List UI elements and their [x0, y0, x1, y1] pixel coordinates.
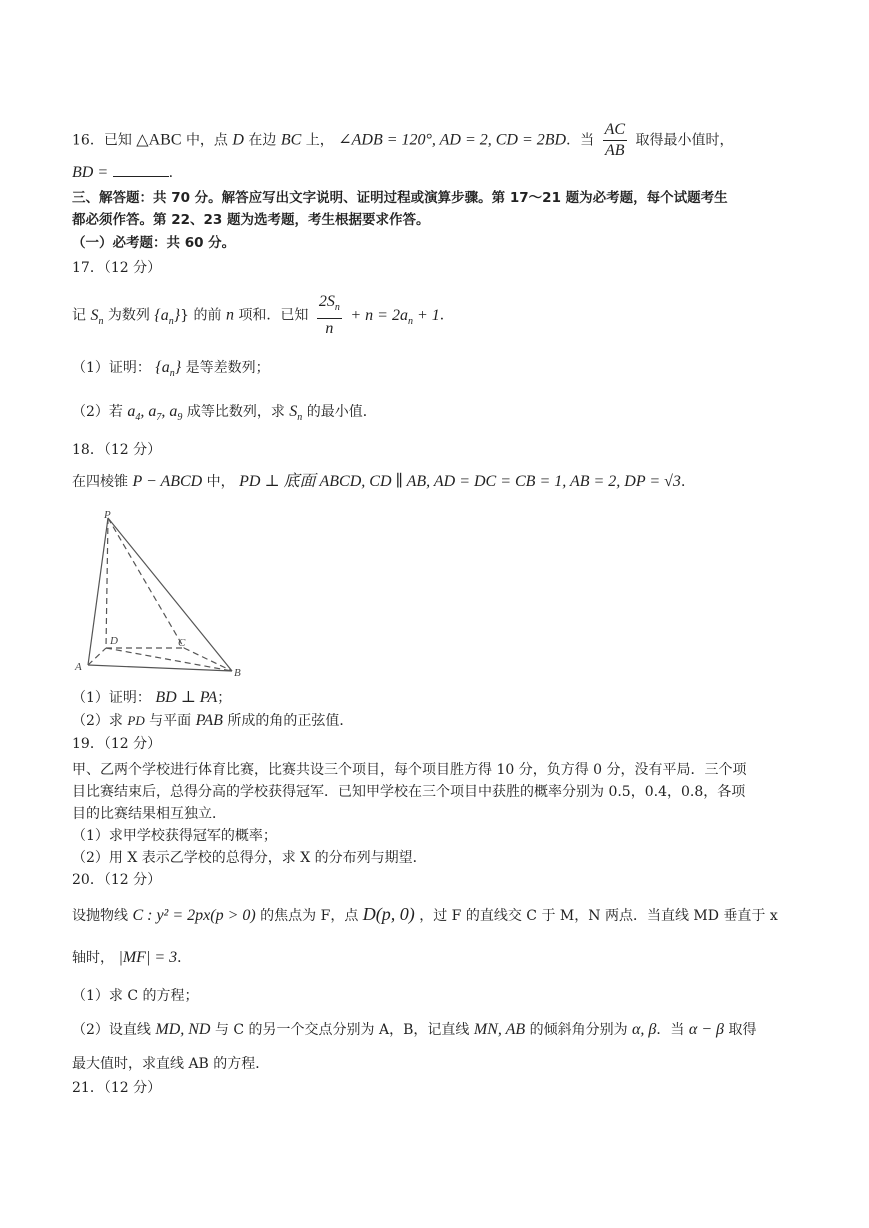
q17-part2-sn: $S_n$ [289, 403, 303, 424]
q16-frac-denominator: AB [605, 142, 625, 159]
q17-heading: 17．（12 分） [72, 260, 162, 276]
edge-ad [88, 648, 106, 665]
q17-part2-label: （2）若 [72, 404, 123, 420]
q18-pyramid-figure [72, 508, 252, 680]
q18-part1-expr: BD ⊥ PA [155, 689, 218, 706]
q17-stem [72, 292, 454, 339]
q20-text: ，过 F 的直线交 C 于 M，N 两点．当直线 MD 垂直于 x [419, 908, 778, 924]
edge-pd [106, 518, 108, 648]
q17-part2-text: 成等比数列，求 [186, 404, 285, 420]
q21-heading: 21．（12 分） [72, 1080, 162, 1096]
q16-number: 16． [72, 132, 104, 149]
q16-text: 已知 [103, 132, 132, 149]
q19-part2: （2）用 X 表示乙学校的总得分，求 X 的分布列与期望． [72, 850, 427, 866]
q18-part2-label: （2）求 [72, 713, 123, 729]
q17-text: 项和．已知 [238, 307, 309, 324]
q20-part2 [72, 1020, 756, 1040]
q17-part1-label: （1）证明： [72, 360, 151, 376]
q17-part2-text2: 的最小值． [306, 404, 377, 420]
q18-part2 [72, 711, 353, 731]
q20-mf: |MF| = 3 [118, 949, 178, 966]
q17-eq-text2: + 1 [416, 306, 440, 324]
q17-fraction [317, 292, 342, 339]
q20-text: 轴时， [72, 950, 114, 966]
q20-part1: （1）求 C 的方程； [72, 988, 199, 1004]
q16-frac-numerator: AC [603, 120, 627, 141]
q17-eq-text: + n = 2a [350, 306, 408, 324]
q17-text: 记 [72, 307, 86, 324]
q17-text: } 的前 [180, 307, 222, 324]
q16-text: 上， [305, 132, 334, 149]
q16-answer-line [72, 162, 173, 183]
edge-pc [108, 518, 184, 648]
q18-part1-label: （1）证明： [72, 690, 151, 706]
q17-part1-seq-close: } [174, 359, 182, 376]
q18-period: ． [680, 474, 695, 490]
q18-condition: PD ⊥ 底面 ABCD, CD ∥ AB, AD = DC = CB = 1, AB = 2, DP = √3 [239, 473, 681, 490]
q19-heading: 19．（12 分） [72, 736, 162, 752]
q20-text: 设抛物线 [72, 908, 128, 924]
q16-fraction [603, 120, 627, 161]
q18-part2-text: 与平面 [149, 713, 192, 729]
label-c: C [178, 637, 186, 649]
q20-part2-diff: α − β [688, 1021, 725, 1038]
q20-part2-text2: 的倾斜角分别为 [529, 1022, 628, 1038]
q17-part2 [72, 402, 377, 428]
label-b: B [234, 667, 241, 679]
q18-part2-pd: PD [127, 713, 145, 728]
section3-subheading: （一）必考题：共 60 分。 [72, 235, 236, 251]
q20-part2-cont: 最大值时，求直线 AB 的方程． [72, 1056, 270, 1072]
q17-part2-sn-symbol: S [289, 403, 298, 420]
q16-text: ．当 [566, 132, 595, 149]
q20-part2-text3: ．当 [656, 1022, 685, 1038]
q17-part1-text: 是等差数列； [185, 360, 270, 376]
q17-part1 [72, 358, 270, 384]
q16-answer-blank[interactable] [113, 162, 169, 177]
q17-frac-denominator: n [325, 320, 334, 338]
q16-text: 在边 [248, 132, 277, 149]
q18-heading: 18．（12 分） [72, 442, 162, 458]
q20-part2-lines2: MN, AB [473, 1021, 526, 1038]
q16-condition: ∠ADB = 120°, AD = 2, CD = 2BD [338, 131, 567, 149]
q16-text: 中，点 [185, 132, 228, 149]
q17-sequence: $\{a_n\}$ [154, 306, 181, 327]
edge-db [106, 648, 232, 671]
q16-text: 取得最小值时， [635, 132, 734, 149]
q19-line1: 甲、乙两个学校进行体育比赛，比赛共设三个项目，每个项目胜方得 10 分，负方得 0 分，没有平局．三个项 [72, 762, 747, 778]
q20-point-d: D(p, 0) [362, 904, 415, 924]
q20-period: ． [177, 950, 192, 966]
label-p: P [104, 509, 111, 521]
q16-period: . [168, 165, 174, 181]
q16-triangle: △ABC [136, 131, 182, 149]
q18-part1-end: ； [217, 690, 232, 706]
q20-part2-label: （2）设直线 [72, 1022, 151, 1038]
section3-line1: 三、解答题：共 70 分。解答应写出文字说明、证明过程或演算步骤。第 17～21 题为必考题，每个试题考生 [72, 190, 728, 206]
q18-part2-plane: PAB [195, 712, 223, 729]
q16-point-d: D [232, 131, 244, 149]
edge-pa [88, 518, 108, 665]
q17-equation-rest: + $n = 2a_n + 1$ [350, 306, 440, 327]
q19-line2: 目比赛结束后，总得分高的学校获得冠军．已知甲学校在三个项目中获胜的概率分别为 0.5，0.4，0.8，各项 [72, 784, 746, 800]
section3-line2: 都必须作答。第 22、23 题为选考题，考生根据要求作答。 [72, 212, 430, 228]
q17-an-symbol: {a [154, 306, 169, 324]
q17-part1-seq: $\{a_n\}$ [155, 359, 182, 380]
q17-frac-numerator: $2S_n$ [317, 292, 342, 319]
q16-side-bc: BC [280, 131, 302, 149]
q17-part1-seq-open: {a [155, 359, 170, 376]
q20-text: 的焦点为 F，点 [260, 908, 359, 924]
q18-text: 在四棱锥 [72, 474, 128, 490]
q18-stem [72, 472, 695, 492]
q20-parabola-eq: C : y² = 2px(p > 0) [132, 907, 256, 924]
q20-part2-lines: MD, ND [155, 1021, 211, 1038]
q17-part2-terms: $a_4$, $a_7$, $a_9$ [127, 403, 183, 424]
q17-sn-symbol: S [90, 306, 99, 324]
label-a: A [75, 661, 82, 673]
q17-period: ． [439, 307, 454, 324]
q17-sn: $S_n$ [90, 306, 104, 327]
q20-part2-angles: α, β [632, 1021, 657, 1038]
q19-line3: 目的比赛结果相互独立． [72, 806, 226, 822]
q20-part2-text: 与 C 的另一个交点分别为 A，B，记直线 [214, 1022, 470, 1038]
label-d: D [110, 635, 118, 647]
q17-n: n [225, 306, 234, 324]
q17-text: 为数列 [107, 307, 150, 324]
edge-cb [184, 648, 232, 671]
q20-stem-line1 [72, 904, 778, 926]
q17-frac-num-text: 2S [318, 293, 335, 310]
q16-answer-label: BD = [72, 164, 109, 181]
q18-part1 [72, 688, 231, 708]
q16-line [72, 120, 733, 161]
q20-part2-text4: 取得 [728, 1022, 757, 1038]
q19-part1: （1）求甲学校获得冠军的概率； [72, 828, 277, 844]
q20-heading: 20．（12 分） [72, 872, 162, 888]
edge-ab [88, 665, 232, 671]
q20-stem-line2 [72, 948, 191, 968]
q18-part2-text2: 所成的角的正弦值． [227, 713, 354, 729]
q18-pyramid: P − ABCD [132, 473, 203, 490]
q18-text: 中， [206, 474, 235, 490]
